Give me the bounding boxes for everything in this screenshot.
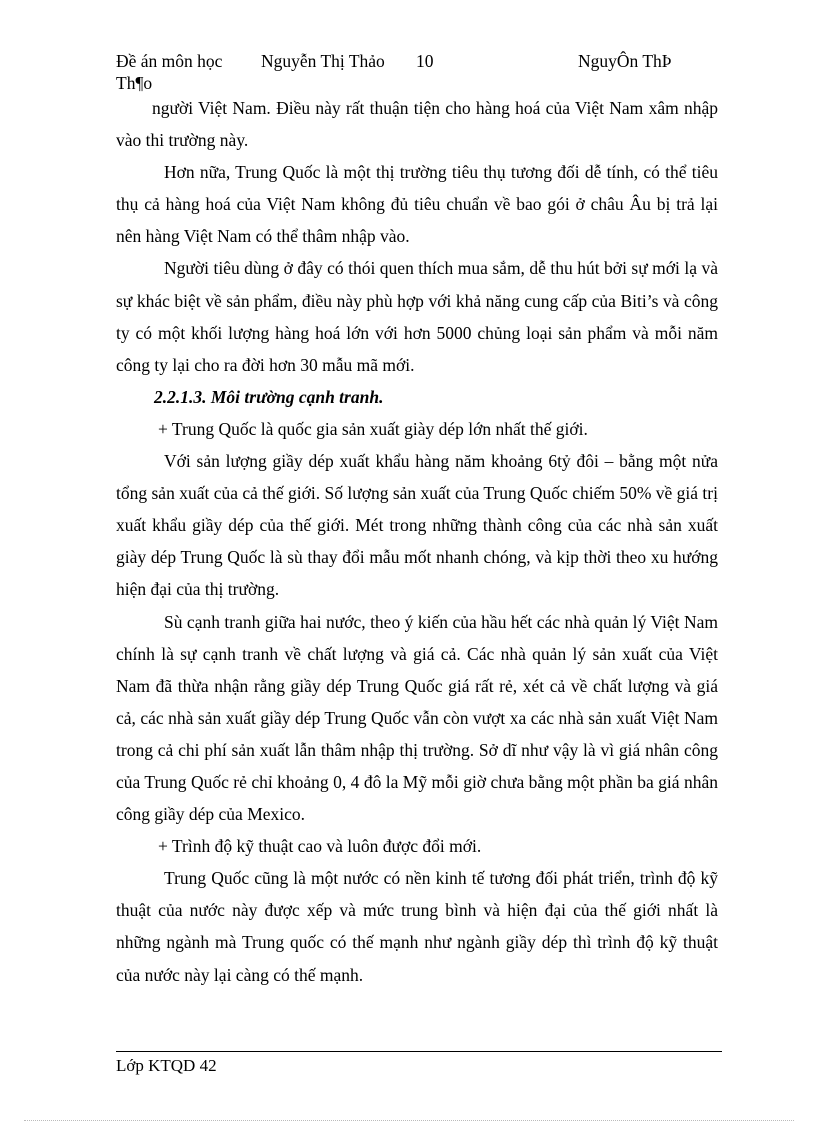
- body-text: [116, 92, 718, 991]
- paragraph: Trung Quốc cũng là một nước có nền kinh tế tương đối phát triển, trình độ kỹ thuật của nước này được xếp và mức trung bình và hiện đại của thế giới nhất là những ngành mà Trung quốc có thế mạnh như ngành giầy dép thì trình độ kỹ thuật của nước này lại càng có thế mạnh.: [116, 868, 718, 985]
- page-header: [116, 50, 756, 94]
- paragraph-continuation: người Việt Nam. Điều này rất thuận tiện cho hàng hoá của Việt Nam xâm nhập vào thi trường này.: [116, 98, 718, 151]
- paragraph: Với sản lượng giầy dép xuất khẩu hàng năm khoảng 6tỷ đôi – bằng một nửa tổng sản xuất của cả thế giới. Số lượng sản xuất của Trung Quốc chiếm 50% về giá trị xuất khẩu giầy dép của thế giới. Mét trong những thành công của các nhà sản xuất giày dép Trung Quốc là sù thay đổi mẫu mốt nhanh chóng, và kịp thời theo xu hướng hiện đại của thị trường.: [116, 451, 718, 600]
- section-heading: 2.2.1.3. Môi trường cạnh tranh.: [154, 386, 384, 407]
- paragraph: Hơn nữa, Trung Quốc là một thị trường tiêu thụ tương đối dễ tính, có thể tiêu thụ cả hàng hoá của Việt Nam không đủ tiêu chuẩn về bao gói ở châu Âu bị trả lại nên hàng Việt Nam có thể thâm nhập vào.: [116, 162, 718, 247]
- header-course-title: Đề án môn học: [116, 51, 223, 71]
- page-bottom-edge: [24, 1120, 794, 1121]
- bullet-point: + Trình độ kỹ thuật cao và luôn được đổi mới.: [158, 836, 482, 857]
- bullet-point: + Trung Quốc là quốc gia sản xuất giày dép lớn nhất thế giới.: [158, 418, 588, 439]
- paragraph: Sù cạnh tranh giữa hai nước, theo ý kiến của hầu hết các nhà quản lý Việt Nam chính là sự cạnh tranh về chất lượng và giá cả. Các nhà quản lý sản xuất của Việt Nam đã thừa nhận rằng giầy dép Trung Quốc giá rất rẻ, xét cả về chất lượng và giá cả, các nhà sản xuất giầy dép Trung Quốc vẫn còn vượt xa các nhà sản xuất Việt Nam trong cả chi phí sản xuất lẫn thâm nhập thị trường. Sở dĩ như vậy là vì giá nhân công của Trung Quốc rẻ chỉ khoảng 0, 4 đô la Mỹ mỗi giờ chưa bằng một phần ba giá nhân công giầy dép của Mexico.: [116, 611, 718, 825]
- header-right-text: NguyÔn ThÞ: [578, 51, 672, 71]
- paragraph: Người tiêu dùng ở đây có thói quen thích mua sắm, dễ thu hút bởi sự mới lạ và sự khác biệt về sản phẩm, điều này phù hợp với khả năng cung cấp của Biti’s và công ty có một khối lượng hàng hoá lớn với hơn 5000 chủng loại sản phẩm và mỗi năm công ty lại cho ra đời hơn 30 mẫu mã mới.: [116, 258, 718, 375]
- header-line: [116, 50, 756, 72]
- footer-divider: [116, 1051, 722, 1052]
- footer-class-label: Lớp KTQD 42: [116, 1056, 217, 1075]
- header-author-name: Nguyễn Thị Thảo: [261, 51, 385, 71]
- header-right-text-continuation: Th¶o: [116, 73, 153, 93]
- header-page-number: 10: [416, 51, 434, 71]
